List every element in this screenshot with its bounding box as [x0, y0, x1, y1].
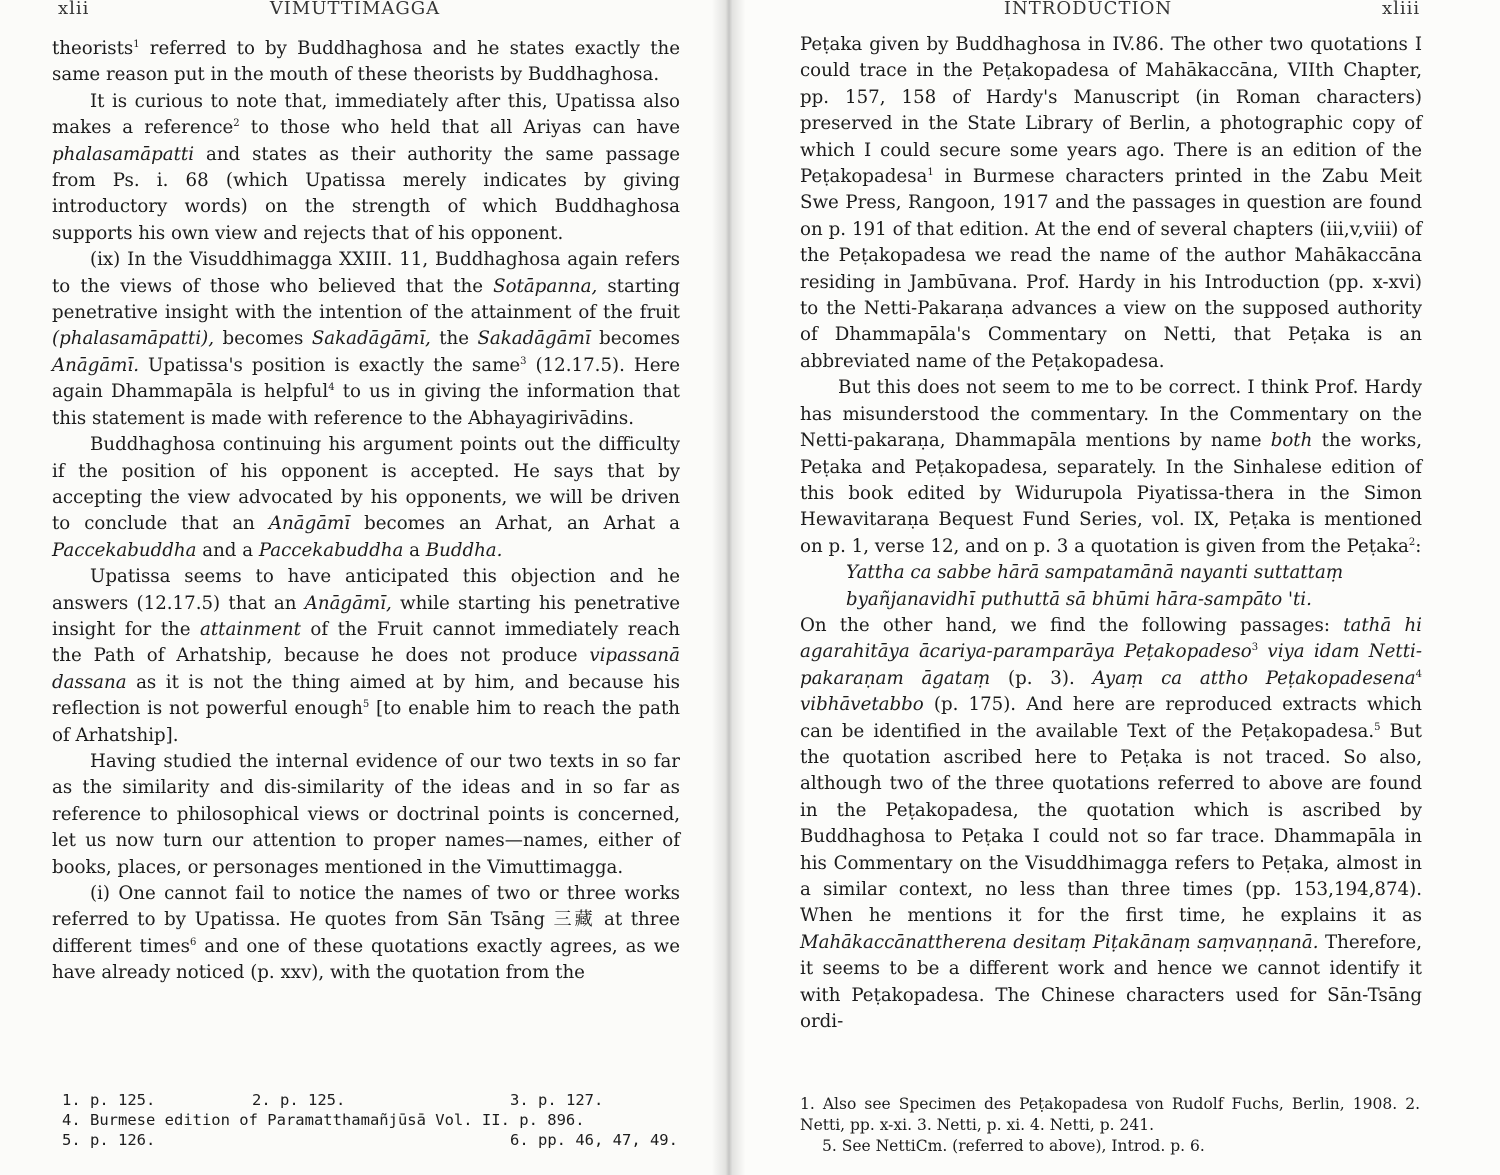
footnote-mark: 2: [233, 118, 240, 130]
paragraph: It is curious to note that, immediately after this, Upatissa also makes a reference$^2$ to those who held that all Ariyas can have phalasamāpatti and states as their authority the same passage from Ps. i. 68 (which Upatissa merely indicates by giving introductory words) on the strength of which Buddhaghosa supports his own view and rejects that of his opponent.: [52, 90, 680, 244]
right-running-head: INTRODUCTION: [1003, 0, 1173, 19]
left-page: [0, 0, 728, 1175]
footnote-mark: 3: [1251, 642, 1259, 654]
footnote-mark: 1: [133, 39, 140, 50]
footnote: 1. p. 125.: [62, 1091, 156, 1109]
paragraph: (i) One cannot fail to notice the names of two or three works referred to by Upatissa. He quotes from Sān Tsāng 三藏 at three different times$^6$ and one of these quotations exactly agrees, as we have already noticed (p. xxv), with the quotation from the: [52, 883, 680, 984]
verse-quote-line: byañjanavidhī puthuttā sā bhūmi hāra-sampāto 'ti.: [846, 588, 1312, 610]
paragraph: Buddhaghosa continuing his argument points out the difficulty if the position of his opponent is accepted. He says that by accepting the view advocated by his opponents, we will be driven to conclude that an Anāgāmī becomes an Arhat, an Arhat a Paccekabuddha and a Paccekabuddha a Buddha.: [52, 434, 680, 561]
paragraph: Peṭaka given by Buddhaghosa in IV.86. The other two quotations I could trace in the Peṭakopadesa of Mahākaccāna, VIIth Chapter, pp. 157, 158 of Hardy's Manuscript (in Roman characters) preserved in the State Library of Berlin, a photographic copy of which I could secure some years ago. There is an edition of the Peṭakopadesa$^1$ in Burmese characters printed in the Zabu Meit Swe Press, Rangoon, 1917 and the passages in question are found on p. 191 of that edition. At the end of several chapters (iii,v,viii) of the Peṭakopadesa we read the name of the author Mahākaccāna residing in Jambūvana. Prof. Hardy in his Introduction (pp. x-xvi) to the Netti-Pakaraṇa advances a view on the supposed authority of Dhammapāla's Commentary on Netti, that Peṭaka is an abbreviated name of the Peṭakopadesa.: [800, 34, 1422, 372]
footnote-mark: 4: [1415, 668, 1422, 680]
left-running-head: VIMUTTIMAGGA: [269, 0, 441, 19]
paragraph: (ix) In the Visuddhimagga XXIII. 11, Buddhaghosa again refers to the views of those who believed that the Sotāpanna, starting penetrative insight with the intention of the attainment of the fruit (phalasamāpatti), becomes Sakadāgāmī, the Sakadāgāmī becomes Anāgāmī. Upatissa's position is exactly the same$^3$ (12.17.5). Here again Dhammapāla is helpful$^4$ to us in giving the information that this statement is made with reference to the Abhayagirivādins.: [52, 249, 680, 429]
right-footnotes: [800, 1094, 1420, 1157]
footnote-mark: 1: [927, 167, 934, 179]
book-gutter: [712, 0, 746, 1175]
footnote: 6. pp. 46, 47, 49.: [510, 1131, 678, 1149]
footnote: 5. See NettiCm. (referred to above), Introd. p. 6.: [822, 1137, 1205, 1155]
footnote: 4. Burmese edition of Paramatthamañjūsā Vol. II. p. 896.: [62, 1111, 585, 1129]
footnote-mark: 4: [328, 382, 335, 394]
verse-quote-line: Yattha ca sabbe hārā sampatamānā nayanti suttattaṃ: [846, 562, 1344, 584]
right-folio: xliii: [1382, 0, 1421, 19]
paragraph: Having studied the internal evidence of our two texts in so far as the similarity and dis-similarity of the ideas and in so far as reference to philosophical views or doctrinal points is concerned, let us now turn our attention to proper names—names, either of books, places, or personages mentioned in the Vimuttimagga.: [52, 750, 680, 878]
footnote: 5. p. 126.: [62, 1131, 156, 1149]
footnote-mark: 5: [1374, 721, 1381, 733]
footnote-mark: 3: [520, 355, 527, 367]
left-footnotes: [62, 1090, 678, 1150]
footnote-mark: 6: [190, 936, 197, 948]
footnote: 1. Also see Specimen des Peṭakopadesa von Rudolf Fuchs, Berlin, 1908. 2. Netti, pp. x-xi. 3. Netti, p. xi. 4. Netti, p. 241.: [800, 1095, 1420, 1134]
left-folio: xlii: [58, 0, 90, 19]
paragraph: But this does not seem to me to be correct. I think Prof. Hardy has misunderstood the commentary. In the Commentary on the Netti-pakaraṇa, Dhammapāla mentions by name both the works, Peṭaka and Peṭakopadesa, separately. In the Sinhalese edition of this book edited by Widurupola Piyatissa-thera in the Simon Hewavitaraṇa Bequest Fund Series, vol. IX, Peṭaka is mentioned on p. 1, verse 12, and on p. 3 a quotation is given from the Peṭaka$^2$:: [800, 377, 1422, 557]
paragraph: theorists$^1$ referred to by Buddhaghosa and he states exactly the same reason put in the mouth of these theorists by Buddhaghosa.: [52, 38, 680, 86]
footnote-mark: 5: [362, 699, 370, 711]
left-body-text: [52, 36, 680, 987]
footnote: 3. p. 127.: [510, 1091, 604, 1109]
footnote: 2. p. 125.: [252, 1091, 346, 1109]
paragraph: Upatissa seems to have anticipated this objection and he answers (12.17.5) that an Anāgāmī, while starting his penetrative insight for the attainment of the Fruit cannot immediately reach the Path of Arhatship, because he does not produce vipassanā dassana as it is not the thing aimed at by him, and because his reflection is not powerful enough$^5$ [to enable him to reach the path of Arhatship].: [52, 566, 681, 746]
paragraph: On the other hand, we find the following passages: tathā hi agarahitāya ācariya-paramparāya Peṭakopadeso$^3$ viya idam Netti-pakaraṇam āgataṃ (p. 3). Ayaṃ ca attho Peṭakopadesena$^4$ vibhāvetabbo (p. 175). And here are reproduced extracts which can be identified in the available Text of the Peṭakopadesa.$^5$ But the quotation ascribed here to Peṭaka is not traced. So also, although two of the three quotations referred to above are found in the Peṭakopadesa, the quotation which is ascribed by Buddhaghosa to Peṭaka I could not so far trace. Dhammapāla in his Commentary on the Visuddhimagga refers to Peṭaka, almost in a similar context, no less than three times (pp. 153,194,874). When he mentions it for the first time, he explains it as Mahākaccānattherena desitaṃ Piṭakānaṃ saṃvaṇṇanā. Therefore, it seems to be a different work and hence we cannot identify it with Peṭakopadesa. The Chinese characters used for Sān-Tsāng ordi-: [800, 614, 1422, 1033]
right-body-text: [800, 32, 1422, 1035]
footnote-mark: 2: [1408, 536, 1416, 548]
